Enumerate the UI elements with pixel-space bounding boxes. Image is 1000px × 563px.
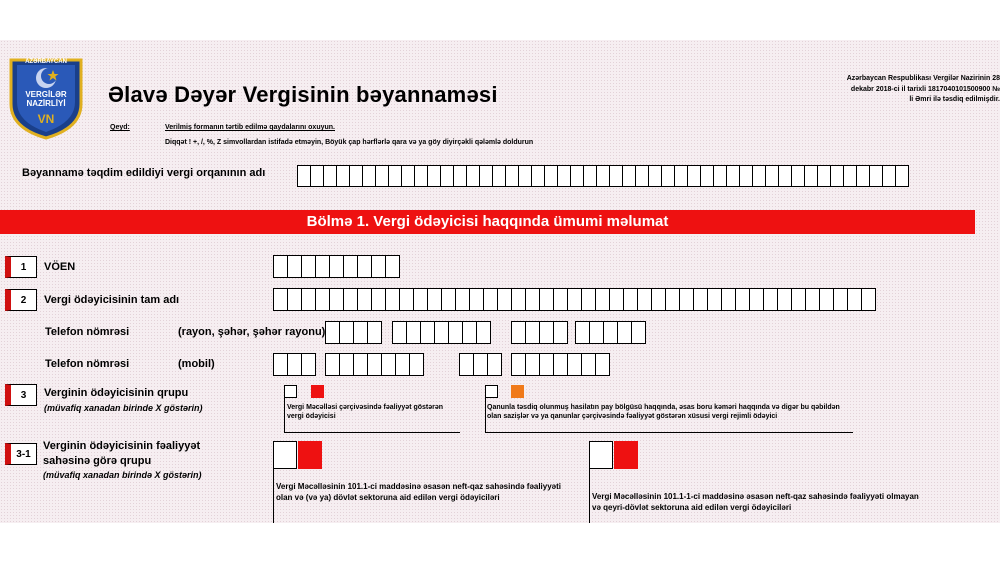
- char-box[interactable]: [388, 165, 402, 187]
- organ-label: Bəyannamə təqdim edildiyi vergi orqanının adı: [22, 167, 266, 179]
- phone1-part-input[interactable]: [511, 321, 567, 344]
- char-box[interactable]: [339, 321, 354, 344]
- char-box[interactable]: [353, 353, 368, 376]
- char-box[interactable]: [357, 288, 372, 311]
- char-box[interactable]: [595, 288, 610, 311]
- field-number-3-1: 3-1: [5, 443, 37, 465]
- char-box[interactable]: [323, 165, 337, 187]
- divider: [485, 432, 853, 433]
- approval-note: [786, 74, 1000, 106]
- char-box[interactable]: [325, 353, 340, 376]
- char-box[interactable]: [622, 165, 636, 187]
- char-box[interactable]: [273, 353, 288, 376]
- char-box[interactable]: [413, 288, 428, 311]
- phone1-label: Telefon nömrəsi: [45, 326, 130, 338]
- field-number-2: 2: [5, 289, 37, 311]
- char-box[interactable]: [805, 288, 820, 311]
- divider: [284, 398, 285, 432]
- char-box[interactable]: [401, 165, 415, 187]
- char-box[interactable]: [310, 165, 324, 187]
- char-box[interactable]: [466, 165, 480, 187]
- char-box[interactable]: [301, 255, 316, 278]
- char-box[interactable]: [343, 288, 358, 311]
- char-box[interactable]: [329, 255, 344, 278]
- char-box[interactable]: [469, 288, 484, 311]
- char-box[interactable]: [567, 288, 582, 311]
- char-box[interactable]: [497, 288, 512, 311]
- char-box[interactable]: [315, 288, 330, 311]
- char-box[interactable]: [679, 288, 694, 311]
- char-box[interactable]: [525, 288, 540, 311]
- char-box[interactable]: [357, 255, 372, 278]
- char-box[interactable]: [427, 165, 441, 187]
- char-box[interactable]: [570, 165, 584, 187]
- char-box[interactable]: [371, 255, 386, 278]
- mobile-part-input[interactable]: [459, 353, 501, 376]
- char-box[interactable]: [353, 321, 368, 344]
- char-box[interactable]: [462, 321, 477, 344]
- char-box[interactable]: [567, 353, 582, 376]
- char-box[interactable]: [315, 255, 330, 278]
- char-box[interactable]: [557, 165, 571, 187]
- char-box[interactable]: [455, 288, 470, 311]
- char-box[interactable]: [700, 165, 714, 187]
- approval-line: Azərbaycan Respublikası Vergilər Nazirinin 28: [846, 75, 1000, 82]
- activity-label2: sahəsinə görə qrupu: [43, 455, 152, 467]
- char-box[interactable]: [581, 353, 596, 376]
- char-box[interactable]: [635, 165, 649, 187]
- activity-label1: Verginin ödəyicisinin fəaliyyət: [43, 440, 201, 452]
- char-box[interactable]: [448, 321, 463, 344]
- char-box[interactable]: [483, 288, 498, 311]
- char-box[interactable]: [847, 288, 862, 311]
- field-number-3: 3: [5, 384, 37, 406]
- divider: [284, 432, 460, 433]
- char-box[interactable]: [544, 165, 558, 187]
- phone1-code-input[interactable]: [325, 321, 381, 344]
- char-box[interactable]: [581, 288, 596, 311]
- ministry-logo: [5, 52, 87, 140]
- char-box[interactable]: [791, 288, 806, 311]
- divider: [589, 469, 590, 523]
- approval-line: dekabr 2018-ci il tarixli 1817040101500900 №: [850, 85, 1000, 93]
- char-box[interactable]: [381, 353, 396, 376]
- char-box[interactable]: [583, 165, 597, 187]
- char-box[interactable]: [778, 165, 792, 187]
- char-box[interactable]: [441, 288, 456, 311]
- char-box[interactable]: [539, 353, 554, 376]
- char-box[interactable]: [453, 165, 467, 187]
- tax-declaration-form: [0, 40, 1000, 523]
- group-option1-text: Vergi Məcəlləsi çərçivəsində fəaliyyət göstərən vergi ödəyicisi: [287, 404, 444, 420]
- char-box[interactable]: [596, 165, 610, 187]
- logo-line2: NAZİRLİYİ: [26, 99, 66, 108]
- char-box[interactable]: [693, 288, 708, 311]
- form-title: Əlavə Dəyər Vergisinin bəyannaməsi: [108, 82, 498, 107]
- char-box[interactable]: [406, 321, 421, 344]
- group-option1-marker: [311, 385, 324, 398]
- char-box[interactable]: [459, 353, 474, 376]
- char-box[interactable]: [511, 353, 526, 376]
- logo-monogram: VN: [37, 112, 55, 126]
- phone2-label: Telefon nömrəsi: [45, 358, 130, 370]
- char-box[interactable]: [726, 165, 740, 187]
- voen-label: VÖEN: [44, 261, 76, 273]
- name-input[interactable]: [273, 288, 875, 311]
- char-box[interactable]: [651, 288, 666, 311]
- char-box[interactable]: [721, 288, 736, 311]
- char-box[interactable]: [589, 321, 604, 344]
- char-box[interactable]: [856, 165, 870, 187]
- char-box[interactable]: [395, 353, 410, 376]
- char-box[interactable]: [367, 321, 382, 344]
- char-box[interactable]: [603, 321, 618, 344]
- char-box[interactable]: [895, 165, 909, 187]
- char-box[interactable]: [553, 288, 568, 311]
- char-box[interactable]: [409, 353, 424, 376]
- char-box[interactable]: [617, 321, 632, 344]
- char-box[interactable]: [287, 255, 302, 278]
- char-box[interactable]: [553, 321, 568, 344]
- char-box[interactable]: [492, 165, 506, 187]
- group-option2-text: Qanunla təsdiq olunmuş hasilatın pay bölgüsü haqqında, əsas boru kəməri haqqında və digər bu qəbildən olan sazişlər və ya qanunlar çərçivəsində fəaliyyət göstərən xüsusi vergi rejimli ödəyici: [487, 404, 840, 420]
- char-box[interactable]: [763, 288, 778, 311]
- char-box[interactable]: [661, 165, 675, 187]
- activity-option2-marker: [614, 441, 638, 469]
- char-box[interactable]: [631, 321, 646, 344]
- char-box[interactable]: [830, 165, 844, 187]
- logo-line1: VERGİLƏR: [25, 90, 67, 99]
- char-box[interactable]: [749, 288, 764, 311]
- char-box[interactable]: [375, 165, 389, 187]
- char-box[interactable]: [427, 288, 442, 311]
- char-box[interactable]: [385, 255, 400, 278]
- char-box[interactable]: [473, 353, 488, 376]
- char-box[interactable]: [791, 165, 805, 187]
- char-box[interactable]: [329, 288, 344, 311]
- char-box[interactable]: [575, 321, 590, 344]
- char-box[interactable]: [487, 353, 502, 376]
- char-box[interactable]: [674, 165, 688, 187]
- char-box[interactable]: [339, 353, 354, 376]
- section-title: Bölmə 1. Vergi ödəyicisi haqqında ümumi məlumat: [0, 210, 975, 234]
- activity-option2-checkbox[interactable]: [589, 441, 613, 469]
- char-box[interactable]: [297, 165, 311, 187]
- attention-note: Diqqət ! +, /, %, Z simvollardan istifadə etməyin, Böyük çap hərflərlə qara və ya göy diyirçəkli qələmlə doldurun: [165, 139, 534, 146]
- char-box[interactable]: [869, 165, 883, 187]
- char-box[interactable]: [609, 165, 623, 187]
- char-box[interactable]: [301, 288, 316, 311]
- activity-option1-text: Vergi Məcəlləsinin 101.1-ci maddəsinə əsasən neft-qaz sahəsində fəaliyyəti olan və (və ya) dövlət sektoruna aid edilən vergi ödəyiciləri: [276, 482, 562, 502]
- char-box[interactable]: [882, 165, 896, 187]
- char-box[interactable]: [362, 165, 376, 187]
- char-box[interactable]: [273, 288, 288, 311]
- approval-line: li Əmri ilə təsdiq edilmişdir.: [909, 96, 1000, 103]
- group-sub: (müvafiq xanadan birinde X göstərin): [44, 403, 203, 413]
- activity-option2-text: Vergi Məcəlləsinin 101.1-1-ci maddəsinə əsasən neft-qaz sahəsində fəaliyyəti olmayan və qeyri-dövlət sektoruna aid edilən vergi ödəyiciləri: [592, 492, 919, 512]
- activity-option1-marker: [298, 441, 322, 469]
- logo-top-text: AZƏRBAYCAN: [25, 59, 67, 65]
- char-box[interactable]: [273, 255, 288, 278]
- char-box[interactable]: [399, 288, 414, 311]
- qeyd-label: Qeyd:: [110, 124, 130, 131]
- phone1-part-input[interactable]: [392, 321, 490, 344]
- char-box[interactable]: [637, 288, 652, 311]
- char-box[interactable]: [861, 288, 876, 311]
- char-box[interactable]: [479, 165, 493, 187]
- mobile-part-input[interactable]: [511, 353, 609, 376]
- char-box[interactable]: [539, 321, 554, 344]
- char-box[interactable]: [777, 288, 792, 311]
- char-box[interactable]: [648, 165, 662, 187]
- char-box[interactable]: [414, 165, 428, 187]
- char-box[interactable]: [609, 288, 624, 311]
- char-box[interactable]: [531, 165, 545, 187]
- divider: [485, 398, 486, 432]
- char-box[interactable]: [765, 165, 779, 187]
- activity-option1-checkbox[interactable]: [273, 441, 297, 469]
- char-box[interactable]: [735, 288, 750, 311]
- divider: [273, 469, 274, 523]
- phone2-sub: (mobil): [178, 358, 215, 370]
- char-box[interactable]: [518, 165, 532, 187]
- char-box[interactable]: [301, 353, 316, 376]
- char-box[interactable]: [392, 321, 407, 344]
- char-box[interactable]: [287, 288, 302, 311]
- char-box[interactable]: [819, 288, 834, 311]
- char-box[interactable]: [511, 321, 526, 344]
- organ-name-input[interactable]: [297, 165, 908, 187]
- char-box[interactable]: [287, 353, 302, 376]
- char-box[interactable]: [804, 165, 818, 187]
- char-box[interactable]: [367, 353, 382, 376]
- char-box[interactable]: [325, 321, 340, 344]
- char-box[interactable]: [665, 288, 680, 311]
- group-option2-marker: [511, 385, 524, 398]
- phone1-sub: (rayon, şəhər, şəhər rayonu): [178, 326, 325, 338]
- char-box[interactable]: [553, 353, 568, 376]
- char-box[interactable]: [713, 165, 727, 187]
- activity-sub: (müvafiq xanadan birində X göstərin): [43, 470, 202, 480]
- group-option2-checkbox[interactable]: [485, 385, 498, 398]
- name-label: Vergi ödəyicisinin tam adı: [44, 294, 180, 306]
- phone1-part-input[interactable]: [575, 321, 645, 344]
- char-box[interactable]: [511, 288, 526, 311]
- field-number-1: 1: [5, 256, 37, 278]
- char-box[interactable]: [687, 165, 701, 187]
- char-box[interactable]: [434, 321, 449, 344]
- char-box[interactable]: [505, 165, 519, 187]
- group-label: Verginin ödəyicisinin qrupu: [44, 387, 189, 399]
- char-box[interactable]: [623, 288, 638, 311]
- char-box[interactable]: [476, 321, 491, 344]
- char-box[interactable]: [385, 288, 400, 311]
- char-box[interactable]: [525, 353, 540, 376]
- char-box[interactable]: [595, 353, 610, 376]
- char-box[interactable]: [371, 288, 386, 311]
- char-box[interactable]: [420, 321, 435, 344]
- qeyd-text: Verilmiş formanın tərtib edilmə qaydalarını oxuyun.: [165, 124, 335, 131]
- char-box[interactable]: [539, 288, 554, 311]
- char-box[interactable]: [343, 255, 358, 278]
- char-box[interactable]: [525, 321, 540, 344]
- voen-input[interactable]: [273, 255, 399, 278]
- mobile-part-input[interactable]: [325, 353, 423, 376]
- char-box[interactable]: [349, 165, 363, 187]
- char-box[interactable]: [739, 165, 753, 187]
- char-box[interactable]: [707, 288, 722, 311]
- char-box[interactable]: [440, 165, 454, 187]
- char-box[interactable]: [843, 165, 857, 187]
- group-option1-checkbox[interactable]: [284, 385, 297, 398]
- char-box[interactable]: [752, 165, 766, 187]
- char-box[interactable]: [336, 165, 350, 187]
- char-box[interactable]: [817, 165, 831, 187]
- mobile-prefix-input[interactable]: [273, 353, 315, 376]
- char-box[interactable]: [833, 288, 848, 311]
